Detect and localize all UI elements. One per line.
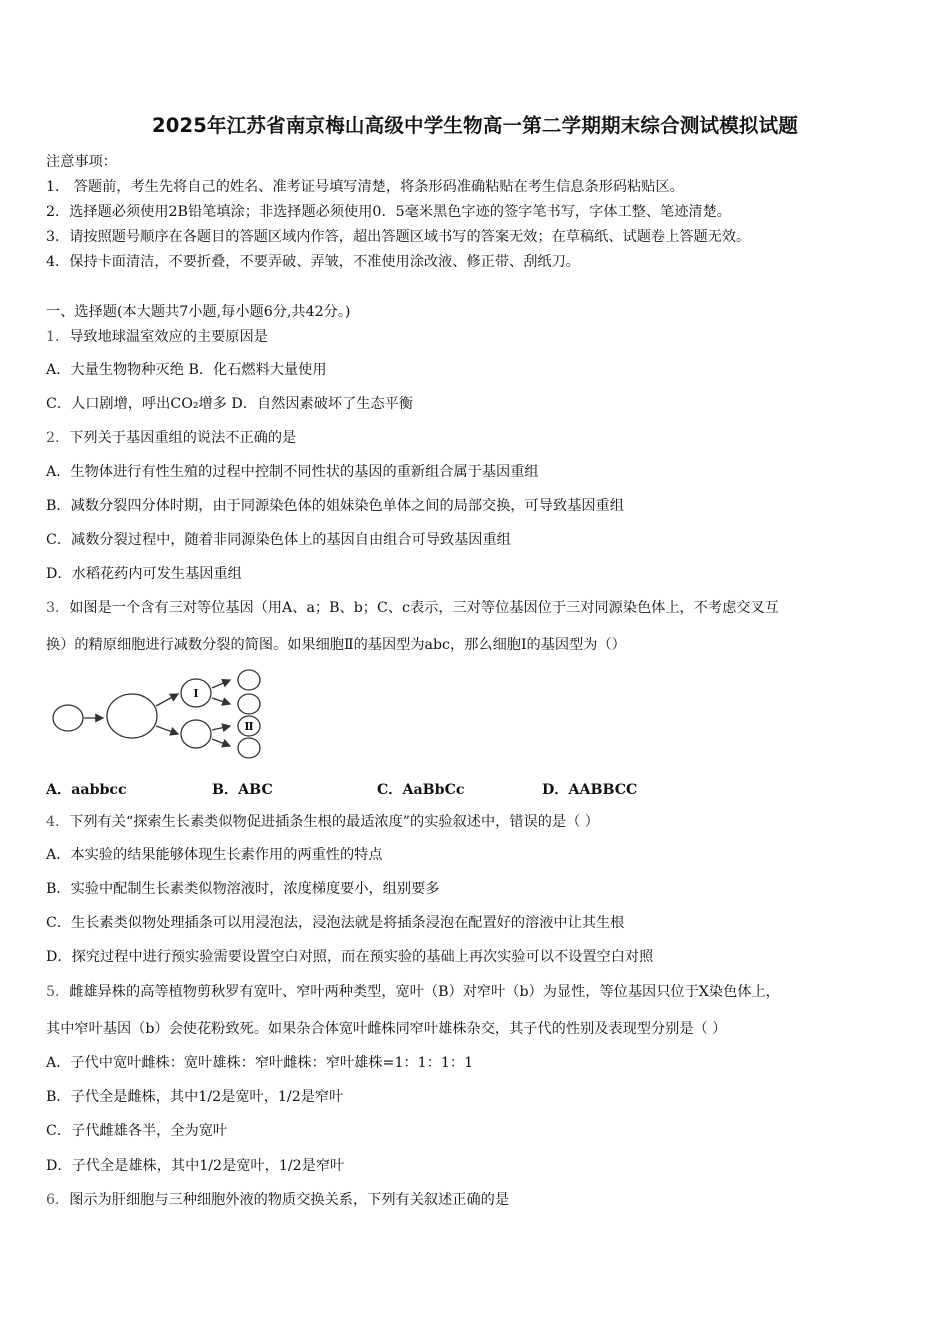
question-number: 5． xyxy=(46,984,70,1000)
question-number: 6． xyxy=(46,1192,70,1208)
question-3-line-2: 换）的精原细胞进行减数分裂的简图。如果细胞Ⅱ的基因型为abc，那么细胞Ⅰ的基因型为（） xyxy=(46,637,626,653)
q1-options-ab: A．大量生物物种灭绝 B．化石燃料大量使用 xyxy=(46,362,327,378)
cell-label-ii: Ⅱ xyxy=(244,720,254,733)
question-text: 下列关于基因重组的说法不正确的是 xyxy=(69,430,297,446)
sperm-cell-1 xyxy=(238,670,260,690)
question-number: 4． xyxy=(46,814,70,830)
question-text: 导致地球温室效应的主要原因是 xyxy=(69,329,268,345)
q4-option-b: B．实验中配制生长素类似物溶液时，浓度梯度要小，组别要多 xyxy=(46,881,440,897)
notice-item-3: 3．请按照题号顺序在各题目的答题区域内作答，超出答题区域书写的答案无效；在草稿纸、试题卷上答题无效。 xyxy=(46,229,751,245)
notice-item-2: 2．选择题必须使用2B铅笔填涂；非选择题必须使用0．5毫米黑色字迹的签字笔书写，字体工整、笔迹清楚。 xyxy=(46,204,731,220)
q4-option-a: A．本实验的结果能够体现生长素作用的两重性的特点 xyxy=(46,847,383,863)
question-3 xyxy=(46,599,779,617)
sperm-cell-4 xyxy=(238,738,260,758)
q3-option-b: B．ABC xyxy=(212,782,273,798)
q2-option-a: A．生物体进行有性生殖的过程中控制不同性状的基因的重新组合属于基因重组 xyxy=(46,464,539,480)
primary-spermatocyte-cell xyxy=(107,694,157,738)
question-1 xyxy=(46,328,268,346)
question-6 xyxy=(46,1191,509,1209)
q5-option-d: D．子代全是雄株，其中1/2是宽叶，1/2是窄叶 xyxy=(46,1158,345,1174)
q3-option-d: D．AABBCC xyxy=(542,782,638,798)
q5-option-a: A．子代中宽叶雌株：宽叶雄株：窄叶雌株：窄叶雄株=1：1：1：1 xyxy=(46,1055,474,1071)
question-number: 2． xyxy=(46,430,70,446)
secondary-cell-2 xyxy=(181,720,211,748)
q5-option-b: B．子代全是雌株，其中1/2是宽叶，1/2是窄叶 xyxy=(46,1089,344,1105)
section-heading: 一、选择题(本大题共7小题,每小题6分,共42分。) xyxy=(46,304,351,320)
question-number: 1． xyxy=(46,329,70,345)
notice-item-1: 1． 答题前，考生先将自己的姓名、准考证号填写清楚，将条形码准确粘贴在考生信息条形码粘贴区。 xyxy=(46,179,684,195)
q2-option-b: B．减数分裂四分体时期，由于同源染色体的姐妹染色单体之间的局部交换，可导致基因重组 xyxy=(46,498,624,514)
q3-option-c: C．AaBbCc xyxy=(377,782,465,798)
q4-option-d: D．探究过程中进行预实验需要设置空白对照，而在预实验的基础上再次实验可以不设置空白对照 xyxy=(46,949,654,965)
question-4 xyxy=(46,813,599,831)
question-5-line-2: 其中窄叶基因（b）会使花粉致死。如果杂合体宽叶雌株同窄叶雄株杂交，其子代的性别及表现型分别是（ ） xyxy=(46,1021,727,1037)
cell-label-i: Ⅰ xyxy=(193,687,199,700)
notice-item-4: 4．保持卡面清洁，不要折叠，不要弄破、弄皱，不准使用涂改液、修正带、刮纸刀。 xyxy=(46,254,580,270)
question-text: 如图是一个含有三对等位基因（用A、a；B、b；C、c表示，三对等位基因位于三对同源染色体上，不考虑交叉互 xyxy=(69,600,779,616)
notice-heading: 注意事项： xyxy=(46,154,117,170)
question-text: 下列有关“探索生长素类似物促进插条生根的最适浓度”的实验叙述中，错误的是（ ） xyxy=(69,814,599,830)
page-title: 2025年江苏省南京梅山高级中学生物高一第二学期期末综合测试模拟试题 xyxy=(151,114,799,137)
q1-options-cd: C．人口剧增，呼出CO₂增多 D．自然因素破坏了生态平衡 xyxy=(46,396,414,412)
q4-option-c: C．生长素类似物处理插条可以用浸泡法，浸泡法就是将插条浸泡在配置好的溶液中让其生根 xyxy=(46,915,625,931)
q3-option-a: A．aabbcc xyxy=(46,782,127,798)
meiosis-diagram xyxy=(50,668,280,764)
q2-option-c: C．减数分裂过程中，随着非同源染色体上的基因自由组合可导致基因重组 xyxy=(46,532,511,548)
sperm-cell-2 xyxy=(238,694,260,714)
q5-option-c: C．子代雌雄各半，全为宽叶 xyxy=(46,1123,228,1139)
spermatogonium-cell xyxy=(53,705,83,731)
q2-option-d: D．水稻花药内可发生基因重组 xyxy=(46,566,242,582)
question-text: 图示为肝细胞与三种细胞外液的物质交换关系，下列有关叙述正确的是 xyxy=(69,1192,510,1208)
question-text: 雌雄异株的高等植物剪秋罗有宽叶、窄叶两种类型，宽叶（B）对窄叶（b）为显性，等位基因只位于X染色体上， xyxy=(69,984,780,1000)
question-2 xyxy=(46,429,296,447)
question-5 xyxy=(46,983,780,1001)
question-number: 3． xyxy=(46,600,70,616)
